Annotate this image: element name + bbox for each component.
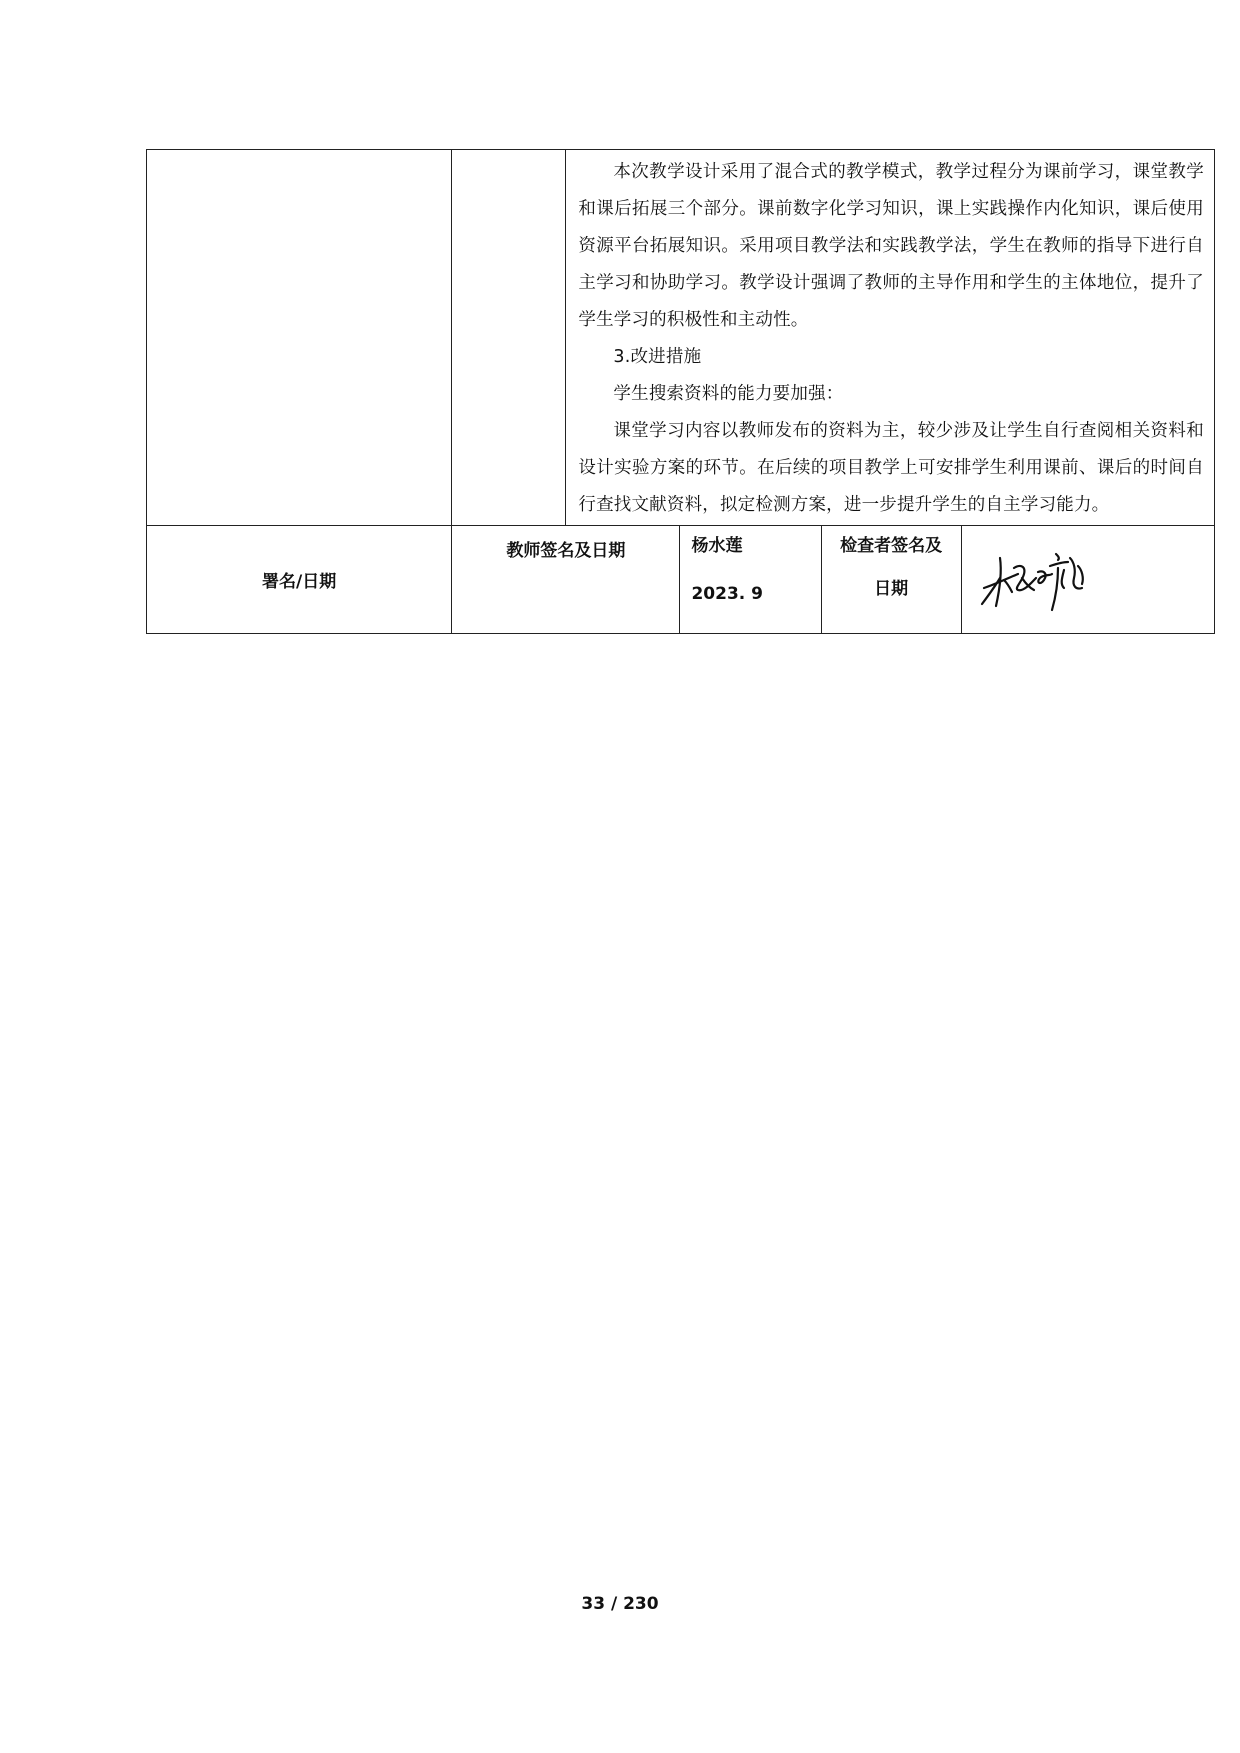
- checker-signature-label: [821, 526, 961, 634]
- checker-signature-cell: [961, 526, 1214, 634]
- checker-label-line2: 日期: [874, 579, 909, 599]
- empty-cell-middle: [452, 150, 566, 526]
- teacher-name-date-cell: [680, 526, 821, 634]
- page-number: 33 / 230: [581, 1594, 659, 1614]
- signature-row: [147, 526, 1215, 634]
- section-heading-improvement: 3.改进措施: [613, 347, 702, 367]
- signature-date-label: 署名/日期: [147, 526, 452, 634]
- empty-cell-left: [147, 150, 452, 526]
- teacher-signature-label: 教师签名及日期: [452, 526, 680, 634]
- paragraph: 学生搜索资料的能力要加强：: [613, 384, 844, 404]
- teacher-name: 杨水莲: [691, 536, 743, 556]
- paragraph: 本次教学设计采用了混合式的教学模式，教学过程分为课前学习，课堂教学和课后拓展三个部分。课前数字化学习知识，课上实践操作内化知识，课后使用资源平台拓展知识。采用项目教学法和实践教学法，学生在教师的指导下进行自主学习和协助学习。教学设计强调了教师的主导作用和学生的主体地位，提升了学生学习的积极性和主动性。: [578, 162, 1204, 330]
- content-row: [147, 150, 1215, 526]
- document-table: [146, 149, 1215, 634]
- teacher-date: 2023. 9: [691, 584, 763, 604]
- paragraph: 课堂学习内容以教师发布的资料为主，较少涉及让学生自行查阅相关资料和设计实验方案的环节。在后续的项目教学上可安排学生利用课前、课后的时间自行查找文献资料，拟定检测方案，进一步提升学生的自主学习能力。: [578, 421, 1204, 515]
- handwritten-signature-icon: [978, 544, 1098, 616]
- reflection-content-cell: [566, 150, 1215, 526]
- checker-label-line1: 检查者签名及: [840, 536, 943, 556]
